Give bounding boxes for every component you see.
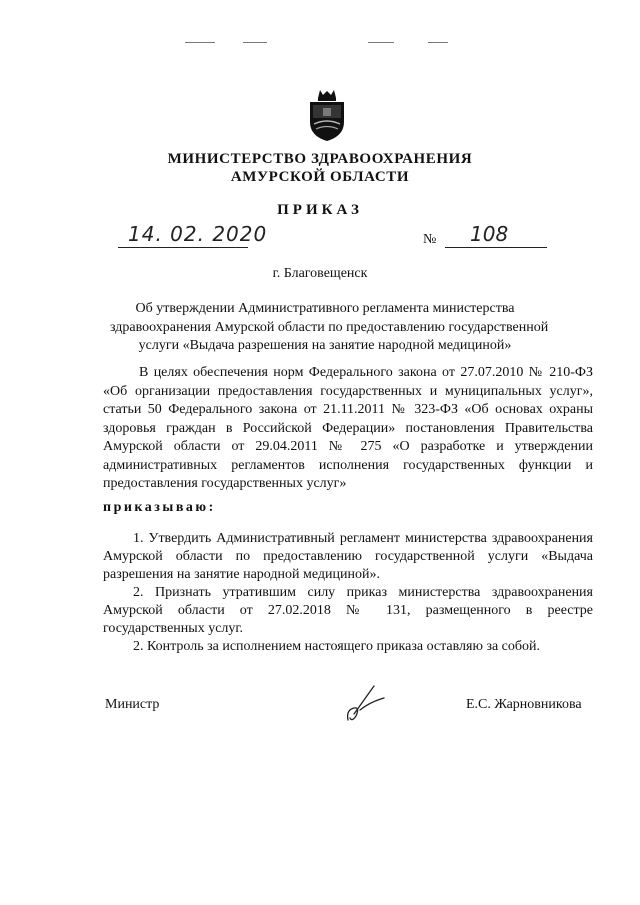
city-name: г. Благовещенск bbox=[272, 266, 368, 281]
subject-line: здравоохранения Амурской области по предоставлению государственной bbox=[110, 319, 549, 335]
scan-artifact bbox=[368, 42, 394, 43]
ministry-name-line1: МИНИСТЕРСТВО ЗДРАВООХРАНЕНИЯ bbox=[167, 151, 473, 167]
handwritten-signature-icon bbox=[340, 680, 390, 724]
preamble bbox=[103, 364, 593, 494]
scan-artifact bbox=[428, 42, 448, 43]
number-underline bbox=[445, 247, 547, 248]
date-underline bbox=[118, 247, 248, 248]
number-sign: № bbox=[423, 232, 437, 247]
order-item: 1. Утвердить Административный регламент министерства здравоохранения Амурской области по предоставлению государственной услуги «Выдача разрешения на занятие народной медициной». bbox=[103, 531, 593, 582]
signatory-title: Министр bbox=[105, 697, 160, 712]
order-item: 2. Признать утратившим силу приказ министерства здравоохранения Амурской области от 27.02.2018 № 131, размещенного в реестре государственных услуг. bbox=[103, 585, 593, 636]
order-subject bbox=[110, 300, 549, 356]
order-items bbox=[103, 530, 593, 656]
signatory-name: Е.С. Жарновникова bbox=[466, 697, 582, 712]
scan-artifact bbox=[243, 42, 267, 43]
order-item: 2. Контроль за исполнением настоящего приказа оставляю за собой. bbox=[133, 639, 541, 654]
handwritten-date: 14. 02. 2020 bbox=[128, 222, 268, 246]
order-word: приказываю: bbox=[103, 500, 216, 515]
document-type-title: ПРИКАЗ bbox=[277, 202, 363, 218]
coat-of-arms-icon bbox=[304, 88, 350, 142]
handwritten-number: 108 bbox=[470, 222, 509, 246]
preamble-paragraph: В целях обеспечения норм Федерального закона от 27.07.2010 № 210-ФЗ «Об организации предоставления государственных и муниципальных услуг», статьи 50 Федерального закона от 21.11.2011 № 323-ФЗ «Об основах охраны здоровья граждан в Российской Федерации» постановления Правительства Амурской области от 29.04.2011 № 275 «О разработке и утверждении административных регламентов исполнения государственных функции и предоставления государственных услуг» bbox=[103, 365, 593, 491]
subject-line: Об утверждении Административного регламента министерства bbox=[135, 301, 515, 316]
subject-line: услуги «Выдача разрешения на занятие народной медициной» bbox=[138, 338, 512, 353]
scan-artifact bbox=[185, 42, 215, 43]
ministry-name-line2: АМУРСКОЙ ОБЛАСТИ bbox=[230, 169, 410, 185]
